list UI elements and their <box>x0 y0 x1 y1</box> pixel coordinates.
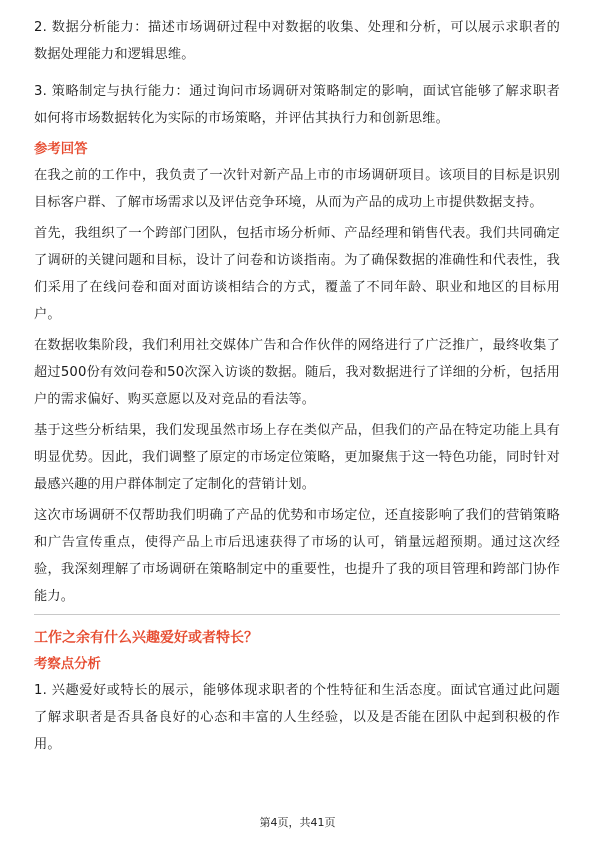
analysis-point-3: 3. 策略制定与执行能力：通过询问市场调研对策略制定的影响，面试官能够了解求职者如何将市场数据转化为实际的市场策略，并评估其执行力和创新思维。 <box>34 84 560 126</box>
section-divider <box>34 614 560 615</box>
analysis-heading: 考察点分析 <box>34 657 101 672</box>
answer-paragraph-1: 在我之前的工作中，我负责了一次针对新产品上市的市场调研项目。该项目的目标是识别目标客户群、了解市场需求以及评估竞争环境，从而为产品的成功上市提供数据支持。 <box>34 168 560 210</box>
question-title: 工作之余有什么兴趣爱好或者特长？ <box>34 630 258 646</box>
document-page <box>34 14 560 768</box>
analysis-point-2: 2. 数据分析能力：描述市场调研过程中对数据的收集、处理和分析，可以展示求职者的数据处理能力和逻辑思维。 <box>34 20 560 62</box>
answer-paragraph-2: 首先，我组织了一个跨部门团队，包括市场分析师、产品经理和销售代表。我们共同确定了调研的关键问题和目标，设计了问卷和访谈指南。为了确保数据的准确性和代表性，我们采用了在线问卷和面对面访谈相结合的方式，覆盖了不同年龄、职业和地区的目标用户。 <box>34 226 560 322</box>
analysis-point-1: 1. 兴趣爱好或特长的展示，能够体现求职者的个性特征和生活态度。面试官通过此问题了解求职者是否具备良好的心态和丰富的人生经验，以及是否能在团队中起到积极的作用。 <box>34 683 560 752</box>
answer-paragraph-4: 基于这些分析结果，我们发现虽然市场上存在类似产品，但我们的产品在特定功能上具有明显优势。因此，我们调整了原定的市场定位策略，更加聚焦于这一特色功能，同时针对最感兴趣的用户群体制定了定制化的营销计划。 <box>34 423 560 492</box>
page-number: 第4页，共41页 <box>259 816 336 829</box>
answer-paragraph-3: 在数据收集阶段，我们利用社交媒体广告和合作伙伴的网络进行了广泛推广，最终收集了超过500份有效问卷和50次深入访谈的数据。随后，我对数据进行了详细的分析，包括用户的需求偏好、购买意愿以及对竞品的看法等。 <box>34 338 560 407</box>
answer-paragraph-5: 这次市场调研不仅帮助我们明确了产品的优势和市场定位，还直接影响了我们的营销策略和广告宣传重点，使得产品上市后迅速获得了市场的认可，销量远超预期。通过这次经验，我深刻理解了市场调研在策略制定中的重要性，也提升了我的项目管理和跨部门协作能力。 <box>34 508 560 604</box>
reference-answer-heading: 参考回答 <box>34 142 88 157</box>
